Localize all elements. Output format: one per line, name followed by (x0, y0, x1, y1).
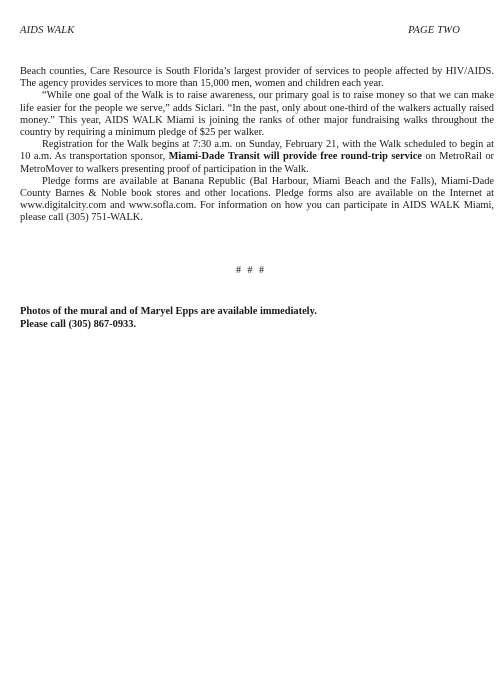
body-text (20, 66, 494, 225)
registration-text-end: on MetroRail or MetroMover to walkers presenting proof of participation in the Walk. (20, 151, 494, 175)
end-separator: # # # (236, 265, 266, 276)
transit-highlight: Miami-Dade Transit will provide free round-trip service (168, 151, 422, 163)
page-header (20, 25, 482, 39)
header-title: AIDS WALK (20, 25, 75, 36)
photo-notice-line-2: Please call (305) 867-0933. (20, 318, 137, 330)
photo-notice-line-1: Photos of the mural and of Maryel Epps are available immediately. (20, 306, 317, 317)
paragraph-care-resource: Beach counties, Care Resource is South Florida’s largest provider of services to people affected by HIV/AIDS. The agency provides services to more than 15,000 men, women and children each year. (20, 66, 494, 90)
header-page-label: PAGE TWO (408, 25, 460, 36)
paragraph-walk-goal: “While one goal of the Walk is to raise awareness, our primary goal is to raise money so that we can make life easier for the people we serve,” adds Siclari. “In the past, only about one-third of the walkers actually raised money.” This year, AIDS WALK Miami is joining the ranks of other major fundraising walks throughout the country by requiring a minimum pledge of $25 per walker. (20, 90, 494, 139)
paragraph-pledge-forms: Pledge forms are available at Banana Republic (Bal Harbour, Miami Beach and the Falls), Miami-Dade County Barnes & Noble book stores and other locations. Pledge forms also are available on the Internet at www.digitalcity.com and www.sofla.com. For information on how you can participate in AIDS WALK Miami, please call (305) 751-WALK. (20, 175, 494, 224)
photo-notice (20, 306, 480, 331)
paragraph-registration (20, 139, 494, 176)
registration-text: Registration for the Walk begins at 7:30 a.m. on Sunday, February 21, with the Walk scheduled to begin at 10 a.m. As transportation sponsor, (20, 139, 494, 163)
